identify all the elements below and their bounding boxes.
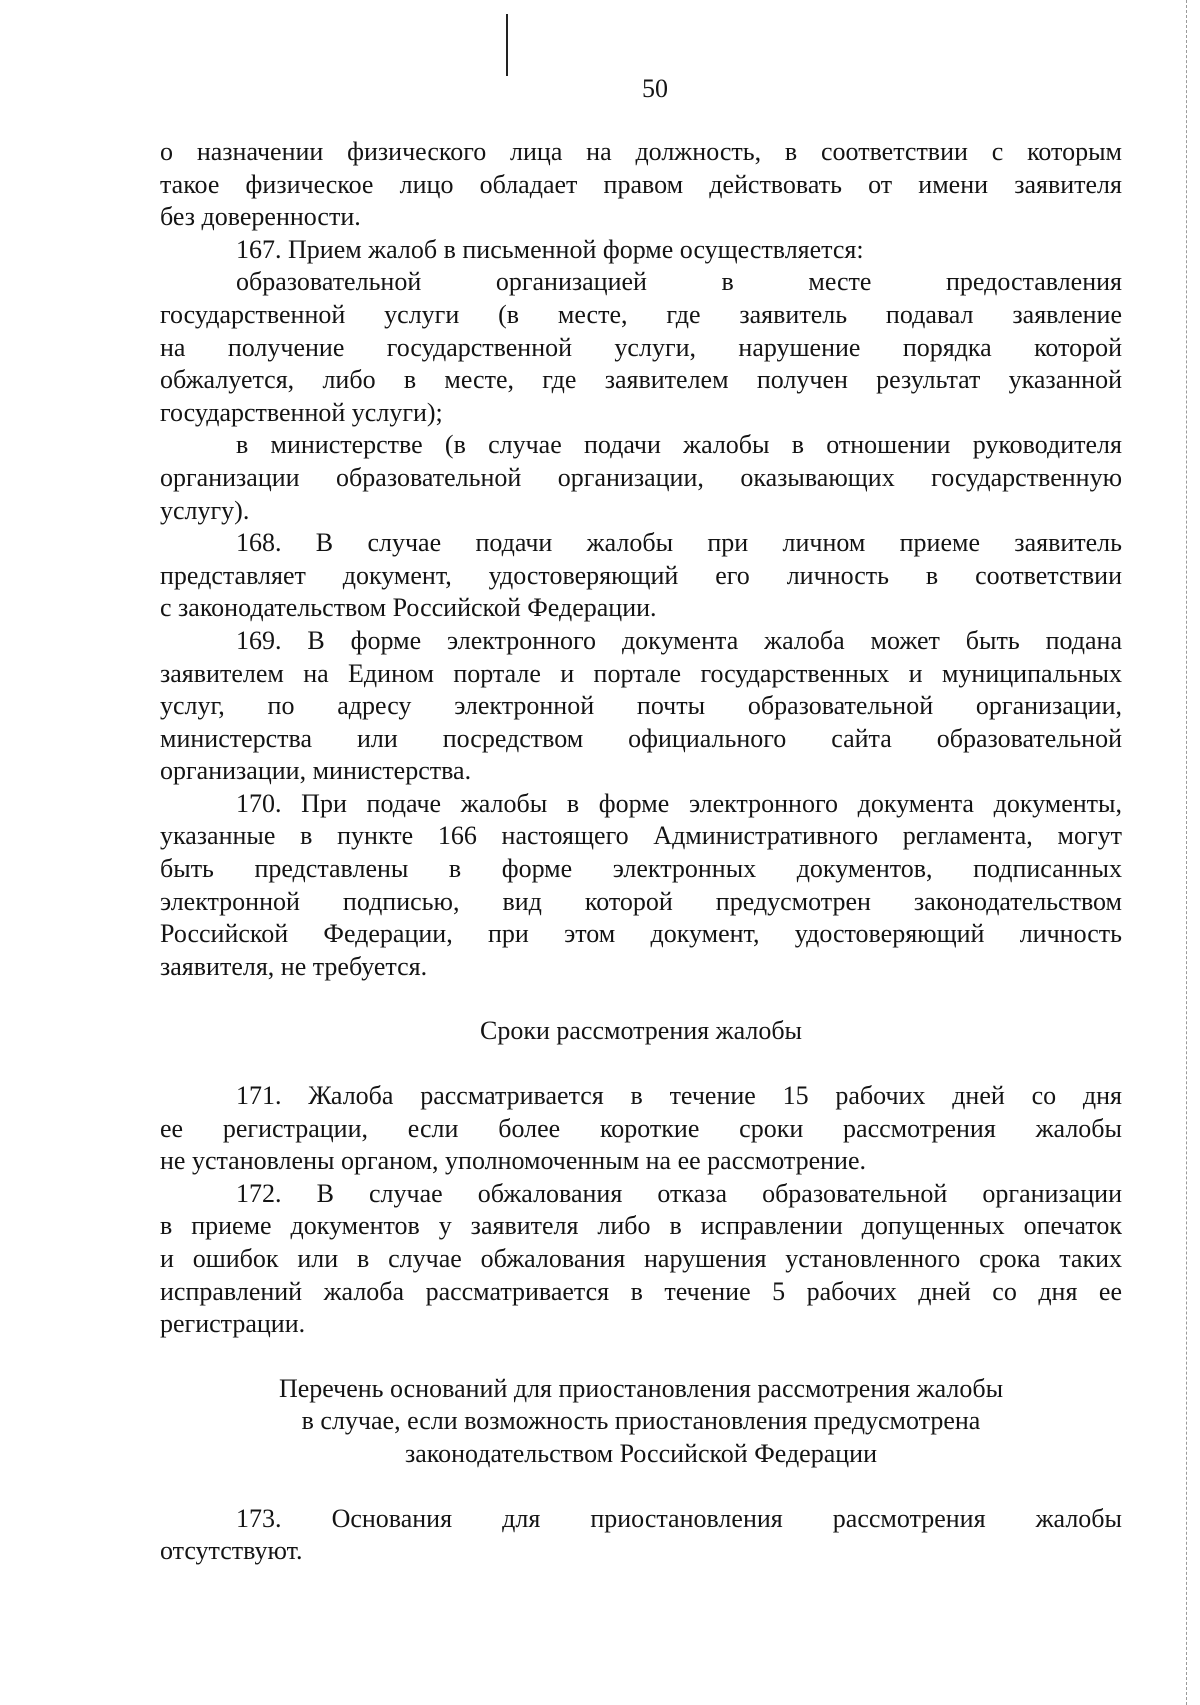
section-heading-terms: Сроки рассмотрения жалобы — [479, 1016, 803, 1046]
paragraph-167b-line: услугу). — [160, 495, 250, 525]
paragraph-167a-line: обжалуется, либо в месте, где заявителем получен результат указанной — [160, 365, 1122, 395]
paragraph-170-line: Российской Федерации, при этом документ, удостоверяющий личность — [160, 919, 1122, 949]
document-body — [160, 136, 1122, 1568]
paragraph-167a-line: государственной услуги (в месте, где заявитель подавал заявление — [160, 299, 1122, 329]
paragraph-172-line: и ошибок или в случае обжалования нарушения установленного срока таких — [160, 1244, 1122, 1273]
paragraph-172-line: исправлений жалоба рассматривается в течение 5 рабочих дней со дня ее — [160, 1276, 1122, 1306]
paragraph-167a-line: государственной услуги); — [160, 397, 443, 427]
paragraph-169-line: услуг, по адресу электронной почты образовательной организации, — [160, 691, 1122, 721]
paragraph-169-line: заявителем на Едином портале и портале государственных и муниципальных — [160, 658, 1122, 688]
paragraph-170-line: заявителя, не требуется. — [160, 951, 428, 981]
paragraph-172-line: регистрации. — [160, 1309, 306, 1339]
section-heading-line: законодательством Российской Федерации — [405, 1438, 877, 1468]
paragraph-167-line: 167. Прием жалоб в письменной форме осуществляется: — [236, 234, 864, 264]
paragraph-173-line: 173. Основания для приостановления рассмотрения жалобы — [236, 1503, 1122, 1533]
section-heading-line: в случае, если возможность приостановления предусмотрена — [301, 1406, 981, 1436]
paragraph-line: о назначении физического лица на должность, в соответствии с которым — [160, 137, 1122, 166]
paragraph-172-line: 172. В случае обжалования отказа образовательной организации — [236, 1178, 1122, 1208]
paragraph-167a-line: на получение государственной услуги, нарушение порядка которой — [160, 332, 1122, 362]
paragraph-169-line: министерства или посредством официального сайта образовательной — [160, 723, 1122, 753]
scan-artifact-mark — [506, 14, 508, 76]
paragraph-170-line: быть представлены в форме электронных документов, подписанных — [160, 854, 1122, 884]
paragraph-169-line: организации, министерства. — [160, 756, 472, 786]
paragraph-170-line: электронной подписью, вид которой предусмотрен законодательством — [160, 886, 1122, 916]
paragraph-168-line: с законодательством Российской Федерации. — [160, 593, 657, 623]
page-number: 50 — [642, 74, 668, 103]
paragraph-171-line: ее регистрации, если более короткие сроки рассмотрения жалобы — [160, 1113, 1122, 1143]
paragraph-173-line: отсутствуют. — [160, 1536, 303, 1566]
paragraph-170-line: указанные в пункте 166 настоящего Административного регламента, могут — [160, 821, 1122, 851]
paragraph-168-line: представляет документ, удостоверяющий его личность в соответствии — [160, 560, 1122, 590]
paragraph-172-line: в приеме документов у заявителя либо в исправлении допущенных опечаток — [160, 1211, 1122, 1241]
paragraph-line: без доверенности. — [160, 202, 361, 232]
paragraph-line: такое физическое лицо обладает правом действовать от имени заявителя — [160, 169, 1122, 199]
scan-artifact-edge — [1186, 0, 1187, 1705]
paragraph-170-line: 170. При подаче жалобы в форме электронного документа документы, — [236, 788, 1122, 818]
paragraph-169-line: 169. В форме электронного документа жалоба может быть подана — [236, 625, 1122, 655]
paragraph-171-line: не установлены органом, уполномоченным на ее рассмотрение. — [160, 1146, 866, 1176]
section-heading-line: Перечень оснований для приостановления рассмотрения жалобы — [278, 1373, 1004, 1403]
paragraph-167a-line: образовательной организацией в месте предоставления — [236, 267, 1122, 297]
paragraph-171-line: 171. Жалоба рассматривается в течение 15 рабочих дней со дня — [236, 1081, 1122, 1111]
paragraph-168-line: 168. В случае подачи жалобы при личном приеме заявитель — [236, 528, 1122, 558]
paragraph-167b-line: организации образовательной организации, оказывающих государственную — [160, 462, 1122, 492]
paragraph-167b-line: в министерстве (в случае подачи жалобы в отношении руководителя — [236, 430, 1122, 460]
section-heading-suspension — [160, 1373, 1122, 1471]
